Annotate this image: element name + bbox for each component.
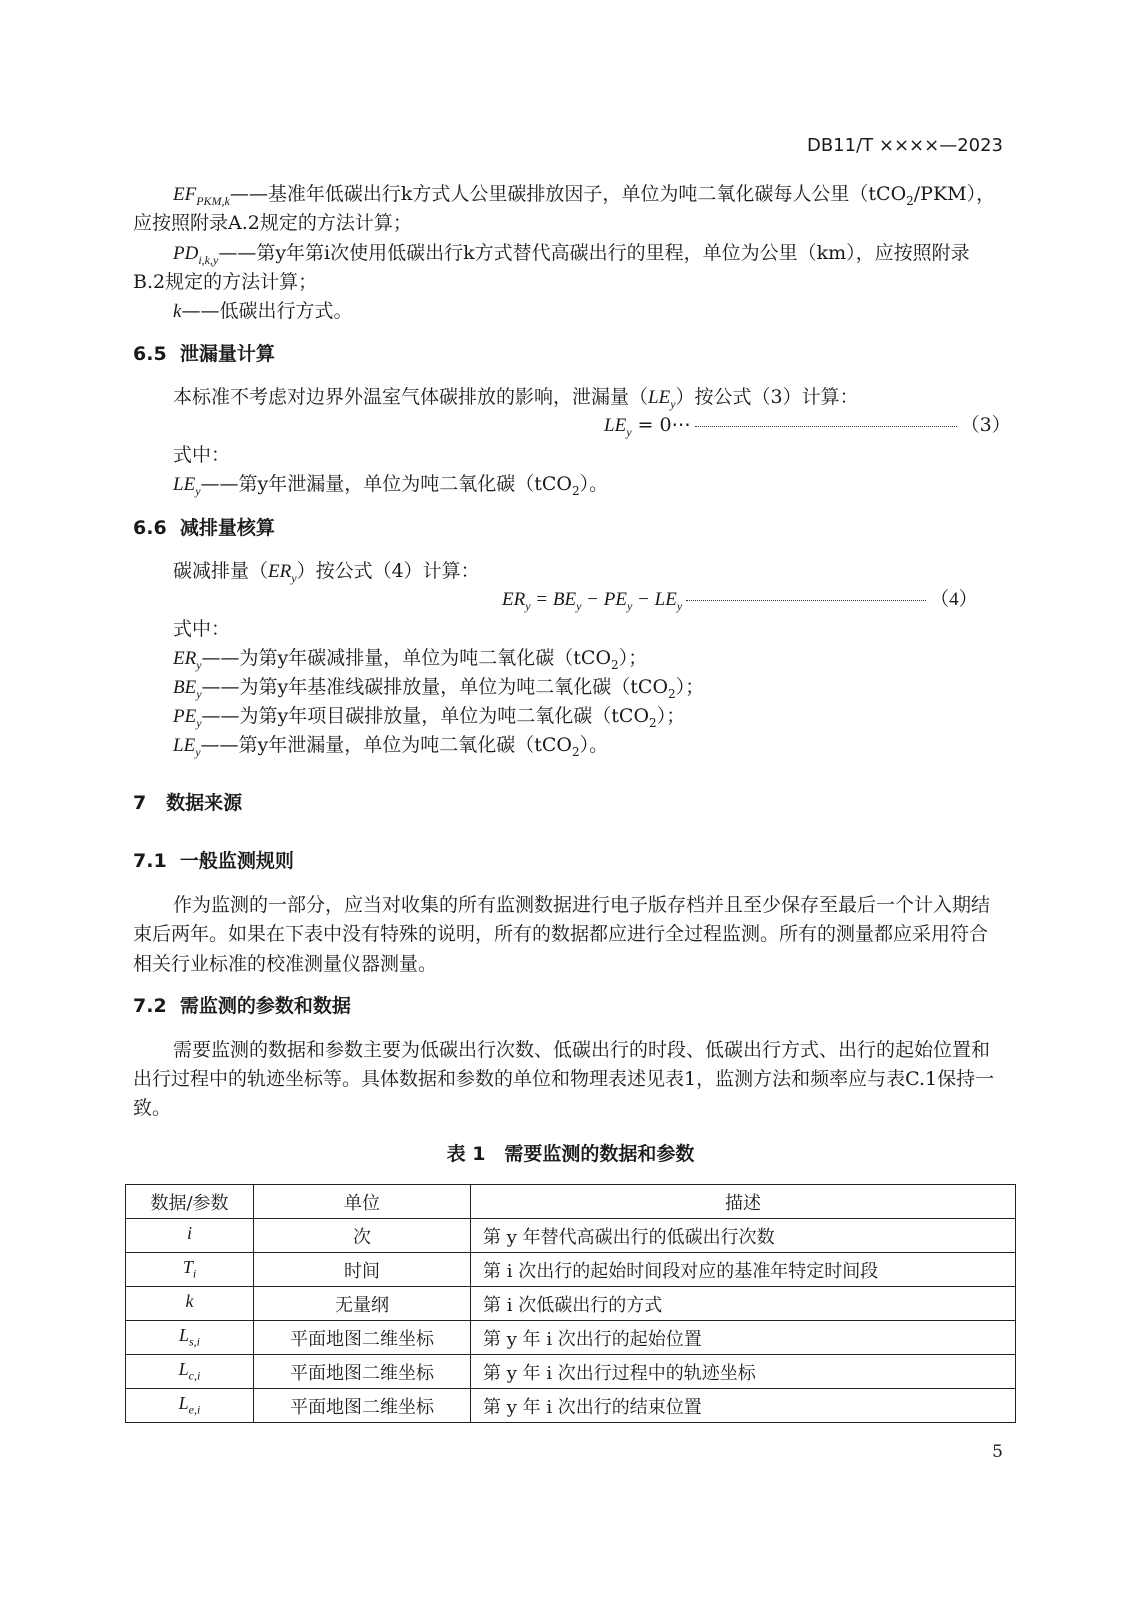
def-symbol: LE <box>173 735 196 756</box>
header-cell: 数据/参数 <box>126 1185 254 1219</box>
table-row <box>126 1253 1016 1287</box>
desc-cell: 第 i 次出行的起始时间段对应的基准年特定时间段 <box>471 1253 1016 1287</box>
sub-2: 2 <box>572 744 580 759</box>
formula-be: BE <box>552 589 577 610</box>
section-6-6-intro <box>173 557 480 592</box>
le-definition <box>173 470 608 505</box>
def-description: ——第y年泄漏量，单位为吨二氧化碳（tCO <box>200 734 572 756</box>
page-number: 5 <box>992 1442 1003 1462</box>
formula-er: ER <box>502 589 526 610</box>
unit-cell: 平面地图二维坐标 <box>254 1321 471 1355</box>
section-6-6-heading <box>133 514 275 542</box>
section-7-1-heading <box>133 847 294 875</box>
unit-cell: 平面地图二维坐标 <box>254 1389 471 1423</box>
param-symbol: T <box>182 1257 193 1278</box>
paragraph-line: 致。 <box>133 1097 172 1119</box>
paragraph-line: 需要监测的数据和参数主要为低碳出行次数、低碳出行的时段、低碳出行方式、出行的起始位置和 <box>173 1039 991 1061</box>
sub-y: y <box>626 424 632 439</box>
section-title: 泄漏量计算 <box>179 343 275 365</box>
param-cell <box>126 1389 254 1423</box>
def-symbol: ER <box>173 648 197 669</box>
sub-y: y <box>676 598 683 613</box>
dot-leader <box>686 600 926 601</box>
sub-2: 2 <box>572 483 580 498</box>
le-description-end: ）。 <box>579 473 609 495</box>
section-6-5-heading <box>133 340 275 368</box>
param-subscript: c,i <box>188 1368 201 1383</box>
sub-y: y <box>195 744 201 759</box>
sub-2: 2 <box>649 715 657 730</box>
k-description: ——低碳出行方式。 <box>181 300 353 322</box>
formula-pe: PE <box>603 589 627 610</box>
section-number: 7 <box>133 792 147 814</box>
pd-subscript: i,k,y <box>198 252 219 267</box>
ef-subscript: PKM,k <box>196 193 230 208</box>
sub-y: y <box>291 570 297 585</box>
param-subscript: i <box>192 1266 197 1281</box>
equation-number: （4） <box>930 589 978 610</box>
ef-description: ——基准年低碳出行k方式人公里碳排放因子，单位为吨二氧化碳每人公里（tCO <box>229 183 907 205</box>
section-number: 7.2 <box>133 995 167 1017</box>
paragraph-line: 出行过程中的轨迹坐标等。具体数据和参数的单位和物理表述见表1，监测方法和频率应与表C.1保持一 <box>133 1068 995 1090</box>
unit-cell: 时间 <box>254 1253 471 1287</box>
ef-description-cont: 应按照附录A.2规定的方法计算； <box>133 212 412 234</box>
param-symbol: k <box>185 1291 194 1312</box>
desc-cell: 第 y 年 i 次出行的结束位置 <box>471 1389 1016 1423</box>
desc-cell: 第 y 年 i 次出行过程中的轨迹坐标 <box>471 1355 1016 1389</box>
dot-leader <box>695 426 957 427</box>
er-symbol: ER <box>268 561 292 582</box>
formula-rest: = 0⋯ <box>631 414 691 436</box>
section-7-heading <box>133 789 242 817</box>
k-definition <box>173 297 352 326</box>
le-symbol: LE <box>648 387 671 408</box>
param-cell <box>126 1219 254 1253</box>
pd-symbol: PD <box>173 243 199 264</box>
section-title: 数据来源 <box>166 792 243 814</box>
intro-text: 本标准不考虑对边界外温室气体碳排放的影响，泄漏量（ <box>173 386 649 408</box>
intro-text-end: ）按公式（3）计算： <box>675 386 859 408</box>
section-number: 6.6 <box>133 517 167 539</box>
desc-cell: 第 y 年替代高碳出行的低碳出行次数 <box>471 1219 1016 1253</box>
where-label: 式中： <box>173 444 231 466</box>
pd-description: ——第y年第i次使用低碳出行k方式替代高碳出行的里程，单位为公里（km），应按照附录 <box>218 242 970 264</box>
param-subscript: s,i <box>189 1334 201 1349</box>
section-7-2-heading <box>133 992 351 1020</box>
section-title: 需监测的参数和数据 <box>179 995 351 1017</box>
def-description: ——为第y年项目碳排放量，单位为吨二氧化碳（tCO <box>201 705 650 727</box>
unit-cell: 平面地图二维坐标 <box>254 1355 471 1389</box>
table-row <box>126 1219 1016 1253</box>
pd-description-cont: B.2规定的方法计算； <box>133 271 318 293</box>
unit-cell: 无量纲 <box>254 1287 471 1321</box>
le-description: ——第y年泄漏量，单位为吨二氧化碳（tCO <box>200 473 572 495</box>
paragraph-line: 束后两年。如果在下表中没有特殊的说明，所有的数据都应进行全过程监测。所有的测量都应采用符合 <box>133 923 989 945</box>
table-header-row <box>126 1185 1016 1219</box>
table-row <box>126 1389 1016 1423</box>
sub-2: 2 <box>611 657 619 672</box>
table-caption: 表 1 需要监测的数据和参数 <box>446 1143 695 1165</box>
desc-cell: 第 y 年 i 次出行的起始位置 <box>471 1321 1016 1355</box>
def-description: ——为第y年碳减排量，单位为吨二氧化碳（tCO <box>201 647 612 669</box>
table-row <box>126 1287 1016 1321</box>
sub-y: y <box>196 686 202 701</box>
header-cell: 描述 <box>471 1185 1016 1219</box>
param-symbol: L <box>178 1359 189 1380</box>
sub-y: y <box>196 715 202 730</box>
param-cell <box>126 1321 254 1355</box>
unit-cell: 次 <box>254 1219 471 1253</box>
document-code: DB11/T ××××—2023 <box>806 135 1003 156</box>
def-end: ）； <box>618 647 648 669</box>
data-parameter-table <box>125 1184 1016 1423</box>
sub-y: y <box>196 657 202 672</box>
k-symbol: k <box>173 301 182 322</box>
def-end: ）； <box>656 705 686 727</box>
sub-y: y <box>576 598 582 613</box>
header-cell: 单位 <box>254 1185 471 1219</box>
param-cell <box>126 1287 254 1321</box>
paragraph-line: 相关行业标准的校准测量仪器测量。 <box>133 953 438 975</box>
paragraph-line: 作为监测的一部分，应当对收集的所有监测数据进行电子版存档并且至少保存至最后一个计入期结 <box>173 894 991 916</box>
equation-number: （3） <box>960 414 1011 436</box>
formula-le: LE <box>654 589 677 610</box>
formula-3 <box>604 411 1011 446</box>
formula-le: LE <box>604 415 627 436</box>
sub-y: y <box>626 598 633 613</box>
table-row <box>126 1355 1016 1389</box>
intro-text: 碳减排量（ <box>173 560 269 582</box>
def-symbol: BE <box>173 677 197 698</box>
param-cell <box>126 1253 254 1287</box>
le-symbol: LE <box>173 474 196 495</box>
section-number: 7.1 <box>133 850 167 872</box>
section-title: 一般监测规则 <box>179 850 294 872</box>
def-description: ——为第y年基准线碳排放量，单位为吨二氧化碳（tCO <box>201 676 669 698</box>
section-number: 6.5 <box>133 343 167 365</box>
intro-text-end: ）按公式（4）计算： <box>296 560 480 582</box>
param-subscript: e,i <box>188 1402 201 1417</box>
table-row <box>126 1321 1016 1355</box>
sub-y: y <box>195 483 201 498</box>
ef-description-end: /PKM）， <box>913 183 996 205</box>
sub-2: 2 <box>668 686 676 701</box>
param-cell <box>126 1355 254 1389</box>
sub-y: y <box>525 598 531 613</box>
desc-cell: 第 i 次低碳出行的方式 <box>471 1287 1016 1321</box>
ef-symbol: EF <box>173 184 197 205</box>
def-end: ）。 <box>579 734 609 756</box>
formula-4: $ER_y = BE_y - PE_y - LE_y$ （4） <box>502 589 978 613</box>
def-symbol: PE <box>173 706 197 727</box>
sub-2: 2 <box>906 193 914 208</box>
param-symbol: i <box>186 1223 192 1244</box>
section-title: 减排量核算 <box>179 517 275 539</box>
param-symbol: L <box>178 1325 189 1346</box>
le-definition <box>173 731 608 766</box>
where-label: 式中： <box>173 618 231 640</box>
param-symbol: L <box>178 1393 189 1414</box>
def-end: ）； <box>675 676 705 698</box>
sub-y: y <box>670 396 676 411</box>
